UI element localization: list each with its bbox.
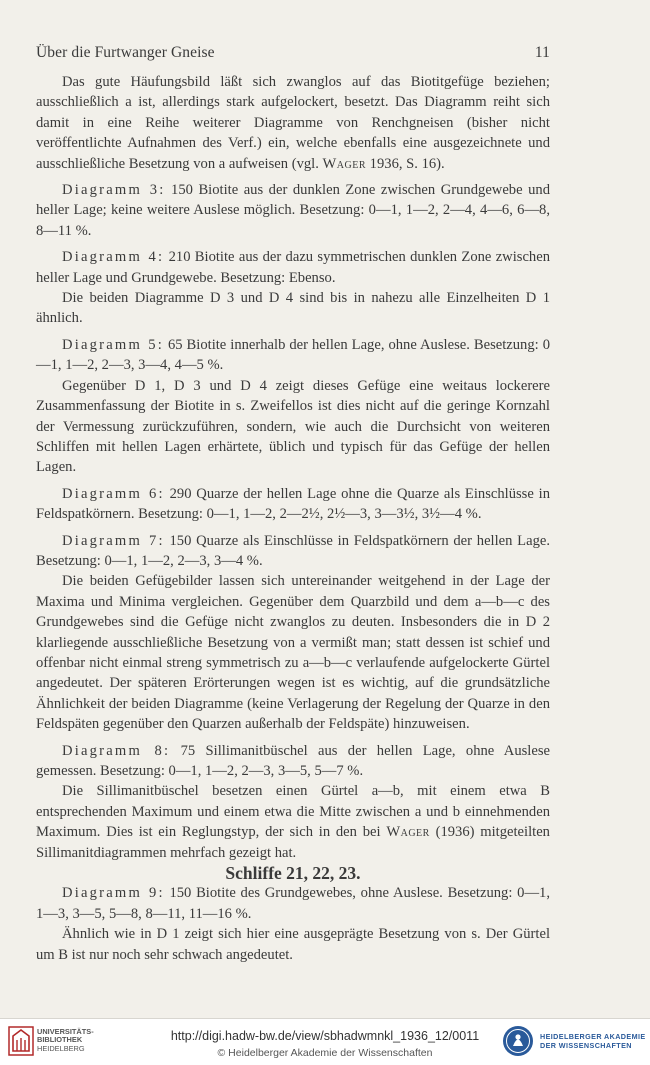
copyright-notice: © Heidelberger Akademie der Wissenschaften xyxy=(217,1047,433,1059)
diagram-label: Diagramm 4: xyxy=(62,249,165,266)
paragraph-diagram-3: Diagramm 3: 150 Biotite aus der dunklen Zone zwischen Grundgewebe und heller Lage; keine weitere Auslese möglich. Besetzung: 0—1, 1—2, 2—4, 4—6, 6—8, 8—11 %. xyxy=(36,182,551,239)
paragraph-diagram-6: Diagramm 6: 290 Quarze der hellen Lage ohne die Quarze als Einschlüsse in Feldspatkörnern. Besetzung: 0—1, 1—2, 2—2½, 2½—3, 3—3½, 3½—4 %. xyxy=(36,485,551,523)
page-number: 11 xyxy=(534,44,550,61)
paragraph-diagram-4: Diagramm 4: 210 Biotite aus der dazu symmetrischen dunklen Zone zwischen heller Lage und Grundgewebe. Besetzung: Ebenso. xyxy=(36,249,551,286)
paragraph-diagram-7: Diagramm 7: 150 Quarze als Einschlüsse in Feldspatkörnern der hellen Lage. Besetzung: 0—1, 1—2, 2—3, 3—4 %. xyxy=(36,532,551,569)
permalink-url[interactable]: http://digi.hadw-bw.de/view/sbhadwmnkl_1936_12/0011 xyxy=(170,1029,480,1043)
paragraph-text: Die beiden Diagramme D 3 und D 4 sind bis in nahezu alle Einzelheiten D 1 ähnlich. xyxy=(36,290,550,327)
viewer-footer xyxy=(0,1018,650,1065)
paragraph-diagram-5: Diagramm 5: 65 Biotite innerhalb der hellen Lage, ohne Auslese. Besetzung: 0—1, 1—2, 2—3, 3—4, 4—5 %. xyxy=(36,336,551,374)
section-heading: Schliffe 21, 22, 23. xyxy=(225,863,361,884)
paragraph-text: Die Sillimanitbüschel besetzen einen Gürtel a—b, mit einem etwa B entsprechenden Maximum und einem etwa die Mitte zwischen a und b einnehmenden Maximum. Dies ist ein Reglungstyp, der sich in den bei Wager (1936) mitgeteilten Sillimanitdiagrammen mehrfach gezeigt hat. xyxy=(36,783,550,861)
diagram-label: Diagramm 8: xyxy=(62,742,171,759)
diagram-label: Diagramm 9: xyxy=(62,885,165,902)
diagram-label: Diagramm 3: xyxy=(62,182,166,199)
body-text xyxy=(36,72,550,965)
paragraph-text: Die beiden Gefügebilder lassen sich untereinander weitgehend in der Lage der Maxima und Minima vergleichen. Gegenüber dem Quarzbild und dem a—b—c des Grundgewebes sind die Gefüge nicht zwanglos zu deuten. Insbesonders die in D 2 klarliegende ausschließliche Besetzung von a vermißt man; statt dessen ist schief und offenbar nicht einmal streng symmetrisch zu a—b—c verlaufende aufgelockerte Gürtel angedeutet. Der späteren Erörterungen wegen ist es wichtig, auf die grundsätzliche Ähnlichkeit der beiden Diagramme (keine Verlagerung der Regelung der Quarze in den Feldspäten gegenüber den Quarzen außerhalb der Feldspäte) hinzuweisen. xyxy=(36,573,550,733)
paragraph-intro: Das gute Häufungsbild läßt sich zwanglos auf das Biotitgefüge beziehen; ausschließlich a ist, allerdings stark aufgelockert, besetzt. Das Diagramm reiht sich damit in eine Reihe weiterer Diagramme von Renchgneisen (bisher nicht veröffentlichte Aufnahmen des Verf.) ein, welche ebenfalls eine ausgezeichnete und ausschließliche Besetzung von a aufweisen (vgl. Wager 1936, S. 16). xyxy=(36,74,550,172)
diagram-label: Diagramm 5: xyxy=(62,336,164,353)
academy-seal-logo-icon[interactable] xyxy=(502,1025,534,1057)
paragraph-diagram-9: Diagramm 9: 150 Biotite des Grundgewebes, ohne Auslese. Besetzung: 0—1, 1—3, 3—5, 5—8, 8—11, 11—16 %. xyxy=(36,885,550,922)
paragraph-text: Gegenüber D 1, D 3 und D 4 zeigt dieses Gefüge eine weitaus lockerere Zusammenfassung der Biotite in s. Zweifellos ist dies nicht auf die geringe Kornzahl der Vermessung zurückzuführen, sondern, wie auch die Durchsicht von weiteren Schliffen mit hellen Lagen erhärtete, üblich und typisch für das Gefüge der hellen Lagen. xyxy=(36,377,550,476)
paragraph-diagram-8: Diagramm 8: 75 Sillimanitbüschel aus der hellen Lage, ohne Auslese gemessen. Besetzung: 0—1, 1—2, 2—3, 3—5, 5—7 %. xyxy=(36,742,550,779)
paragraph-text: Ähnlich wie in D 1 zeigt sich hier eine ausgeprägte Besetzung von s. Der Gürtel um B ist nur noch sehr schwach angedeutet. xyxy=(36,926,550,963)
academy-logo-text: HEIDELBERGER AKADEMIE DER WISSENSCHAFTEN xyxy=(540,1032,646,1050)
library-logo-text: UNIVERSITÄTS- BIBLIOTHEK HEIDELBERG xyxy=(37,1027,94,1053)
running-head-title: Über die Furtwanger Gneise xyxy=(36,44,215,61)
diagram-label: Diagramm 6: xyxy=(62,485,165,502)
diagram-label: Diagramm 7: xyxy=(62,532,165,549)
